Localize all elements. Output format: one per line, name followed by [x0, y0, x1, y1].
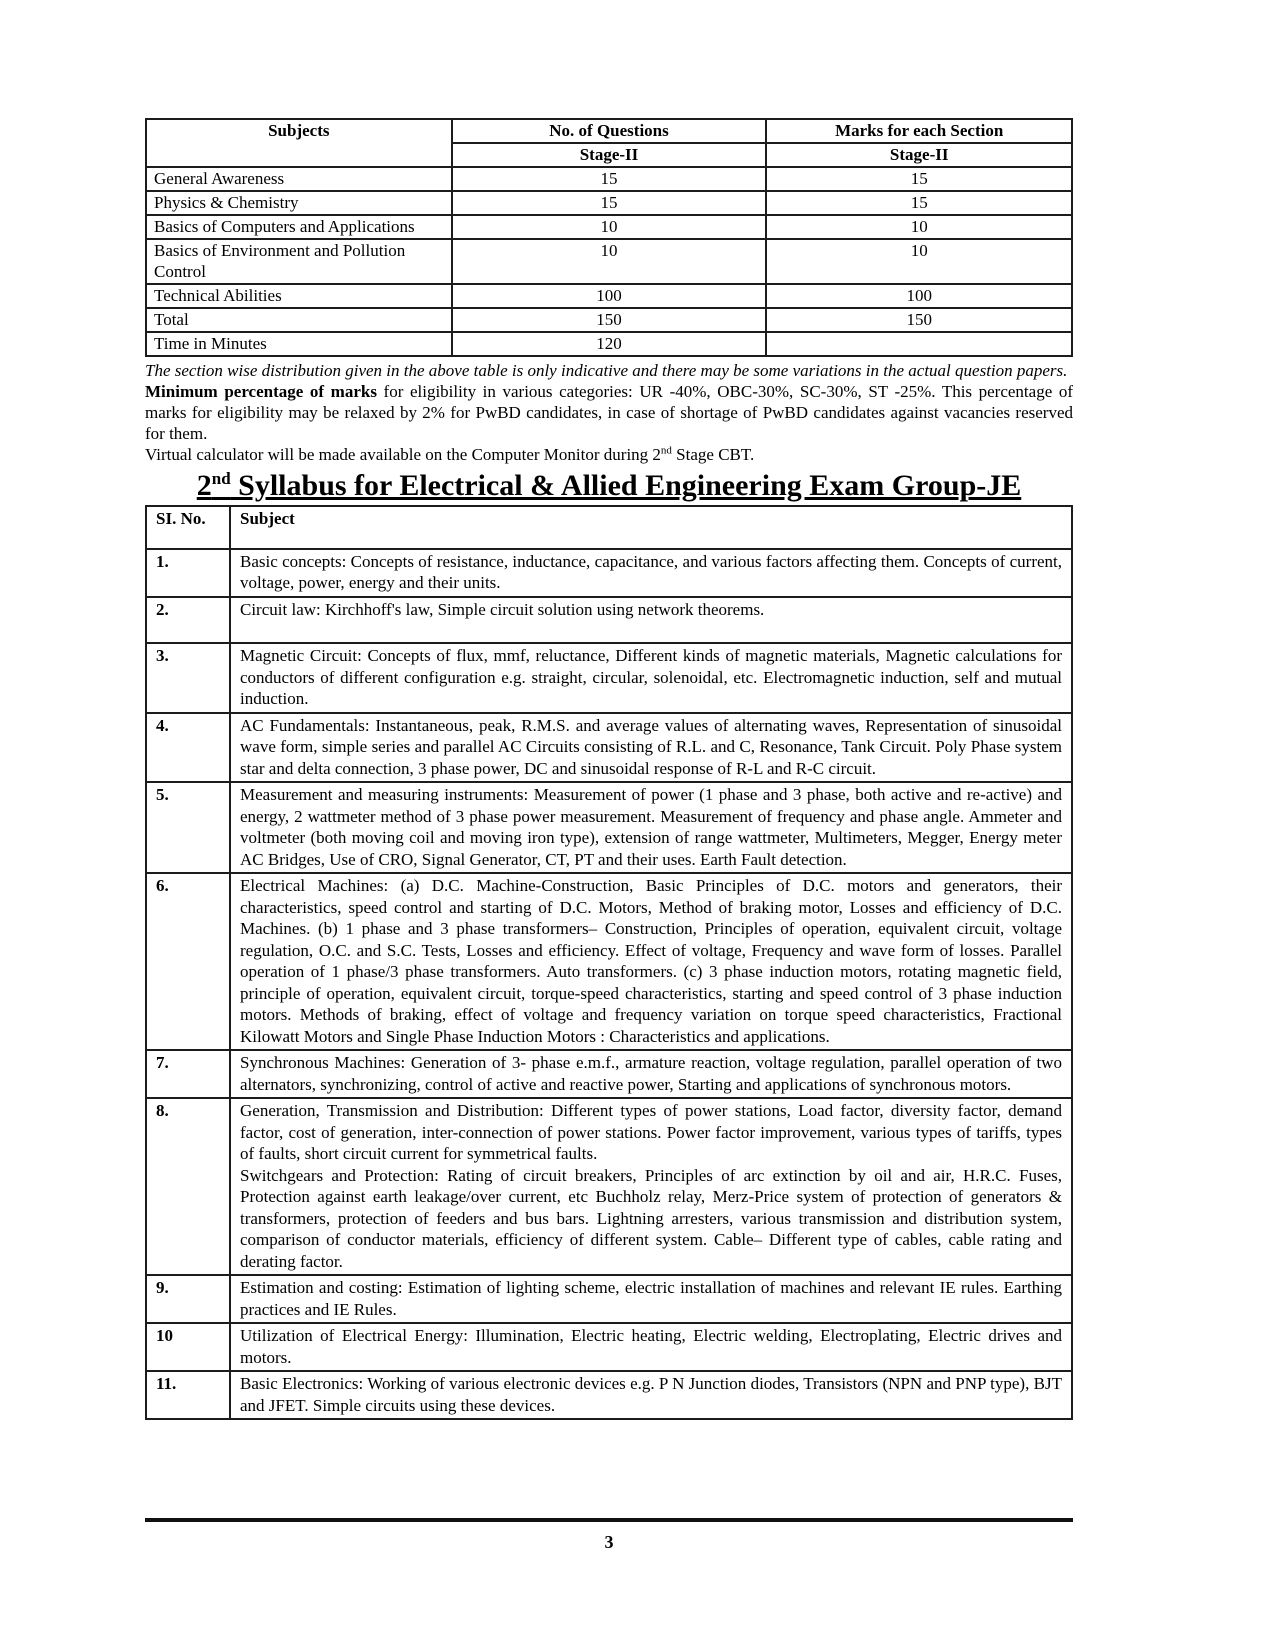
- subject-text-cell: Basic concepts: Concepts of resistance, inductance, capacitance, and various factors affecting them. Concepts of current, voltage, power, energy and their units.: [230, 549, 1072, 597]
- subject-paragraph: Generation, Transmission and Distribution: Different types of power stations, Load factor, diversity factor, demand factor, cost of generation, inter-connection of power stations. Power factor improvement, various types of tariffs, types of faults, short circuit current for symmetrical faults.: [240, 1101, 1062, 1163]
- page-number: 3: [604, 1532, 614, 1552]
- table-row: [146, 1371, 1072, 1419]
- subject-cell: Technical Abilities: [146, 284, 452, 308]
- marks-cell: 150: [766, 308, 1072, 332]
- table-row: [146, 643, 1072, 713]
- table-row: [146, 597, 1072, 644]
- col-header-marks: Marks for each Section: [766, 119, 1072, 143]
- si-no-cell: 8.: [146, 1098, 230, 1275]
- table-row: [146, 713, 1072, 783]
- minimum-marks-lead: Minimum percentage of marks: [145, 382, 377, 401]
- si-no-cell: 10: [146, 1323, 230, 1371]
- stage-label-marks: Stage-II: [766, 143, 1072, 167]
- marks-cell: [766, 332, 1072, 356]
- heading-text: Syllabus for Electrical & Allied Engineering Exam Group-JE: [230, 469, 1022, 502]
- questions-cell: 15: [452, 167, 767, 191]
- table-row: [146, 873, 1072, 1050]
- subject-text-cell: Estimation and costing: Estimation of lighting scheme, electric installation of machines and relevant IE rules. Earthing practices and IE Rules.: [230, 1275, 1072, 1323]
- footer-double-rule: [145, 1518, 1073, 1522]
- heading-number: 2: [196, 469, 212, 502]
- col-header-subject: Subject: [230, 506, 1072, 549]
- syllabus-table: [145, 505, 1073, 1420]
- questions-cell: 15: [452, 191, 767, 215]
- table-row: [146, 549, 1072, 597]
- subject-text-cell: Basic Electronics: Working of various electronic devices e.g. P N Junction diodes, Transistors (NPN and PNP type), BJT and JFET. Simple circuits using these devices.: [230, 1371, 1072, 1419]
- table-row: [146, 1323, 1072, 1371]
- si-no-cell: 9.: [146, 1275, 230, 1323]
- subject-cell: Physics & Chemistry: [146, 191, 452, 215]
- si-no-cell: 5.: [146, 782, 230, 873]
- stage-label-questions: Stage-II: [452, 143, 767, 167]
- table-row: [146, 191, 1072, 215]
- subject-text-cell: Circuit law: Kirchhoff's law, Simple circuit solution using network theorems.: [230, 597, 1072, 644]
- calculator-note-tail: Stage CBT.: [671, 445, 755, 464]
- table-row: [146, 215, 1072, 239]
- questions-cell: 10: [452, 239, 767, 284]
- marks-cell: 10: [766, 215, 1072, 239]
- subject-text-cell: Measurement and measuring instruments: Measurement of power (1 phase and 3 phase, both active and re-active) and energy, 2 wattmeter method of 3 phase power measurement. Measurement of frequency and phase angle. Ammeter and voltmeter (both moving coil and moving iron type), extension of range wattmeter, Multimeters, Megger, Energy meter AC Bridges, Use of CRO, Signal Generator, CT, PT and their uses. Earth Fault detection.: [230, 782, 1072, 873]
- page-content: [145, 118, 1073, 1420]
- si-no-cell: 3.: [146, 643, 230, 713]
- syllabus-heading: [145, 467, 1073, 505]
- minimum-marks-note: [145, 381, 1073, 444]
- minimum-marks-body: for eligibility in various categories: UR -40%, OBC-30%, SC-30%, ST -25%. This percentage of marks for eligibility may be relaxed by 2% for PwBD candidates, in case of shortage of PwBD candidates against vacancies reserved for them.: [145, 382, 1074, 443]
- marks-cell: 100: [766, 284, 1072, 308]
- table-row: [146, 167, 1072, 191]
- ordinal-superscript: nd: [660, 444, 672, 457]
- table-row: [146, 239, 1072, 284]
- subject-cell: Total: [146, 308, 452, 332]
- questions-cell: 100: [452, 284, 767, 308]
- subject-paragraph: Switchgears and Protection: Rating of circuit breakers, Principles of arc extinction by oil and air, H.R.C. Fuses, Protection against earth leakage/over current, etc Buchholz relay, Merz-Price system of protection of generators & transformers, protection of feeders and bus bars. Lightning arresters, various transmission and distribution system, comparison of conductor materials, efficiency of different system. Cable– Different type of cables, cable rating and derating factor.: [240, 1165, 1062, 1271]
- subject-text-cell: AC Fundamentals: Instantaneous, peak, R.M.S. and average values of alternating waves, Representation of sinusoidal wave form, simple series and parallel AC Circuits consisting of R.L. and C, Resonance, Tank Circuit. Poly Phase system star and delta connection, 3 phase power, DC and sinusoidal response of R-L and R-C circuit.: [230, 713, 1072, 783]
- heading-ordinal-superscript: nd: [211, 469, 231, 488]
- si-no-cell: 6.: [146, 873, 230, 1050]
- calculator-note-text: Virtual calculator will be made available on the Computer Monitor during 2: [145, 445, 661, 464]
- table-row: [146, 1275, 1072, 1323]
- subject-cell: Basics of Environment and Pollution Control: [146, 239, 452, 284]
- marks-distribution-table: [145, 118, 1073, 357]
- questions-cell: 10: [452, 215, 767, 239]
- table-row: [146, 284, 1072, 308]
- subject-cell: Time in Minutes: [146, 332, 452, 356]
- questions-cell: 120: [452, 332, 767, 356]
- subject-cell: General Awareness: [146, 167, 452, 191]
- marks-cell: 15: [766, 167, 1072, 191]
- si-no-cell: 2.: [146, 597, 230, 644]
- table-row: [146, 782, 1072, 873]
- si-no-cell: 7.: [146, 1050, 230, 1098]
- indicative-note: The section wise distribution given in the above table is only indicative and there may be some variations in the actual question papers.: [145, 361, 1068, 380]
- subject-text-cell: Magnetic Circuit: Concepts of flux, mmf, reluctance, Different kinds of magnetic materials, Magnetic calculations for conductors of different configuration e.g. straight, circular, solenoidal, etc. Electromagnetic induction, self and mutual induction.: [230, 643, 1072, 713]
- subject-text-cell: [230, 1098, 1072, 1275]
- marks-header-row-1: [146, 119, 1072, 143]
- si-no-cell: 11.: [146, 1371, 230, 1419]
- subject-cell: Basics of Computers and Applications: [146, 215, 452, 239]
- subject-text-cell: Synchronous Machines: Generation of 3- phase e.m.f., armature reaction, voltage regulation, parallel operation of two alternators, synchronizing, control of active and reactive power, Starting and applications of synchronous motors.: [230, 1050, 1072, 1098]
- table-row: [146, 332, 1072, 356]
- table-row: [146, 308, 1072, 332]
- si-no-cell: 4.: [146, 713, 230, 783]
- col-header-questions: No. of Questions: [452, 119, 767, 143]
- table-row: [146, 1098, 1072, 1275]
- marks-cell: 15: [766, 191, 1072, 215]
- notes-section: [145, 360, 1073, 465]
- table-row: [146, 1050, 1072, 1098]
- col-header-si-no: SI. No.: [146, 506, 230, 549]
- col-header-subjects: Subjects: [146, 119, 452, 167]
- subject-text-cell: Utilization of Electrical Energy: Illumination, Electric heating, Electric welding, Electroplating, Electric drives and motors.: [230, 1323, 1072, 1371]
- questions-cell: 150: [452, 308, 767, 332]
- si-no-cell: 1.: [146, 549, 230, 597]
- marks-cell: 10: [766, 239, 1072, 284]
- syllabus-header-row: [146, 506, 1072, 549]
- subject-text-cell: Electrical Machines: (a) D.C. Machine-Construction, Basic Principles of D.C. motors and generators, their characteristics, speed control and starting of D.C. Motors, Method of braking motor, Losses and efficiency of D.C. Machines. (b) 1 phase and 3 phase transformers– Construction, Principles of operation, equivalent circuit, voltage regulation, O.C. and S.C. Tests, Losses and efficiency. Effect of voltage, Frequency and wave form of losses. Parallel operation of 1 phase/3 phase transformers. Auto transformers. (c) 3 phase induction motors, rotating magnetic field, principle of operation, equivalent circuit, torque-speed characteristics, starting and speed control of 3 phase induction motors. Methods of braking, effect of voltage and frequency variation on torque speed characteristics, Fractional Kilowatt Motors and Single Phase Induction Motors : Characteristics and applications.: [230, 873, 1072, 1050]
- virtual-calculator-note: [145, 444, 1073, 465]
